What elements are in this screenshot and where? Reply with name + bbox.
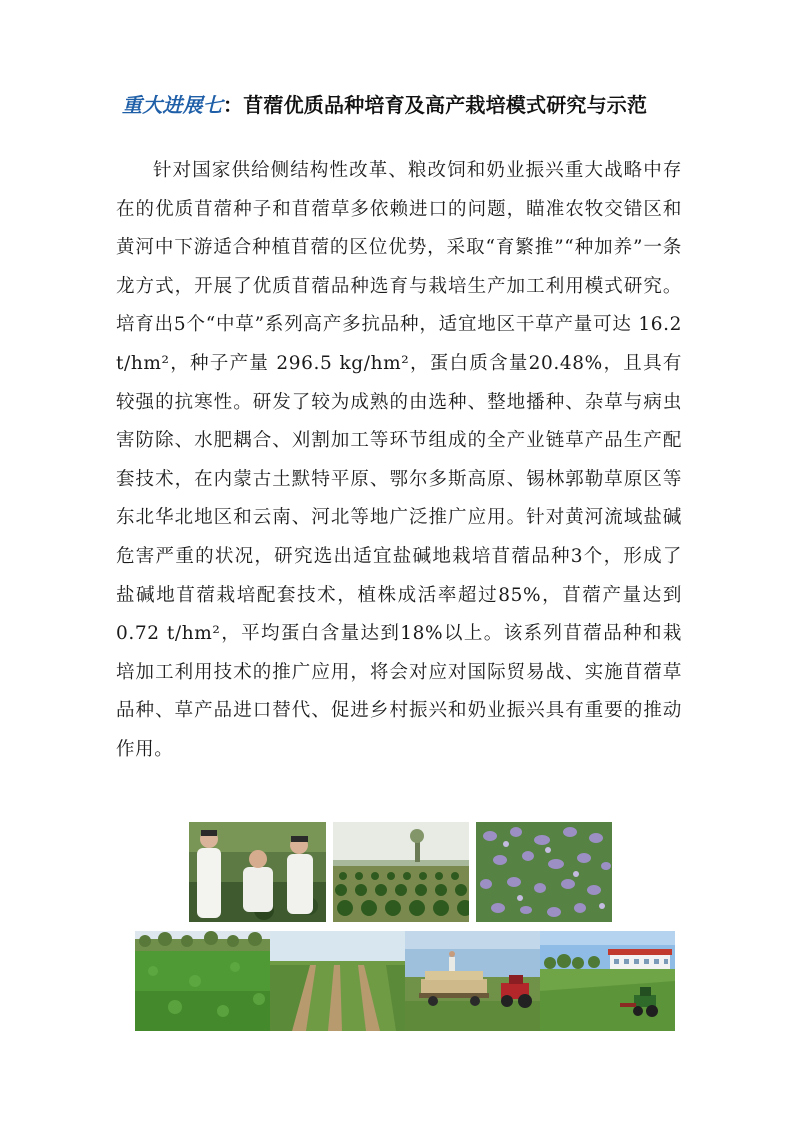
nursery-rows-photo <box>333 822 469 922</box>
alfalfa-field-photo <box>135 931 270 1031</box>
furrow-rows-photo <box>270 931 405 1031</box>
title-rest: ：苜蓿优质品种培育及高产栽培模式研究与示范 <box>223 93 648 117</box>
title-lead: 重大进展七 <box>122 93 223 117</box>
baling-tractor-photo <box>405 931 540 1031</box>
alfalfa-flowers-photo <box>476 822 612 922</box>
harvester-photo <box>540 931 675 1031</box>
researchers-photo <box>189 822 326 922</box>
body-paragraph: 针对国家供给侧结构性改革、粮改饲和奶业振兴重大战略中存在的优质苜蓿种子和苜蓿草多依赖进口的问题，瞄准农牧交错区和黄河中下游适合种植苜蓿的区位优势，采取“育繁推”“种加养”一条龙方式，开展了优质苜蓿品种选育与栽培生产加工利用模式研究。培育出5个“中草”系列高产多抗品种，适宜地区干草产量可达 16.2 t/hm²，种子产量 296.5 kg/hm²，蛋白质含量20.48%，且具有较强的抗寒性。研发了较为成熟的由选种、整地播种、杂草与病虫害防除、水肥耦合、刈割加工等环节组成的全产业链草产品生产配套技术，在内蒙古土默特平原、鄂尔多斯高原、锡林郭勒草原区等东北华北地区和云南、河北等地广泛推广应用。针对黄河流域盐碱危害严重的状况，研究选出适宜盐碱地栽培苜蓿品种3个，形成了盐碱地苜蓿栽培配套技术，植株成活率超过85%，苜蓿产量达到0.72 t/hm²，平均蛋白含量达到18%以上。该系列苜蓿品种和栽培加工利用技术的推广应用，将会对应对国际贸易战、实施苜蓿草品种、草产品进口替代、促进乡村振兴和奶业振兴具有重要的推动作用。 <box>116 160 682 760</box>
